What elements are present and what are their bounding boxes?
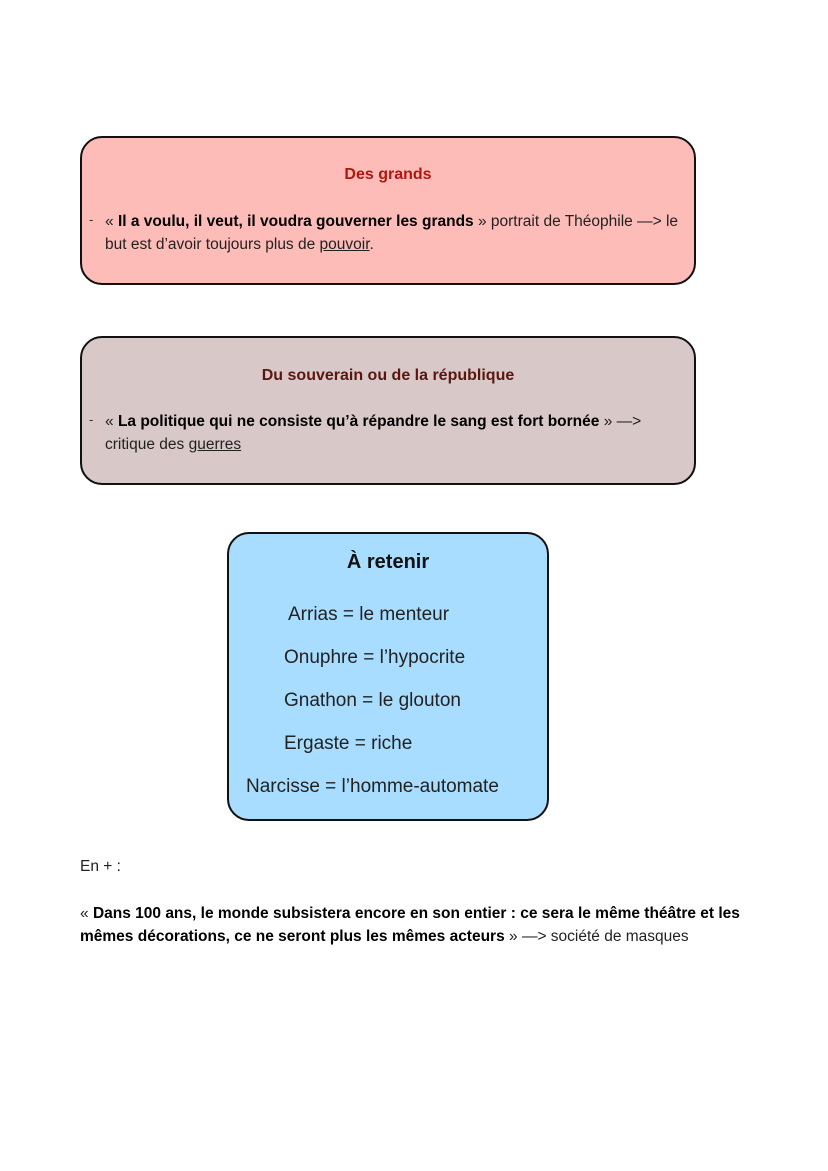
keyword-underlined: guerres	[188, 436, 242, 453]
quote-text: Il a voulu, il veut, il voudra gouverner les grands	[117, 213, 474, 230]
quote-commentary: » —> société de masques	[504, 928, 689, 945]
en-plus-label: En + :	[80, 858, 121, 875]
quote-commentary: » —> critique des	[105, 413, 642, 453]
bullet-text	[105, 210, 684, 256]
quote-text: Dans 100 ans, le monde subsistera encore en son entier : ce sera le même théâtre et les mêmes décorations, ce ne seront plus les mêmes acteurs	[80, 905, 740, 945]
section-du-souverain	[80, 336, 696, 485]
retain-item: Onuphre = l’hypocrite	[284, 647, 466, 668]
dash-bullet-icon: -	[89, 412, 94, 427]
section-title: À retenir	[346, 551, 430, 573]
bullet-text	[105, 410, 684, 456]
section-a-retenir	[227, 532, 549, 821]
open-quote: «	[105, 413, 118, 430]
section-title: Du souverain ou de la république	[261, 367, 515, 384]
retain-item: Ergaste = riche	[284, 733, 413, 754]
keyword-underlined: pouvoir	[319, 236, 370, 253]
end-punctuation: .	[369, 236, 374, 253]
bullet-item	[89, 210, 684, 256]
quote-text: La politique qui ne consiste qu’à répandre le sang est fort bornée	[117, 413, 600, 430]
quote-commentary: » portrait de Théophile —> le but est d’avoir toujours plus de	[105, 213, 679, 253]
open-quote: «	[105, 213, 118, 230]
section-des-grands	[80, 136, 696, 285]
open-quote: «	[80, 905, 93, 922]
final-quote-paragraph	[80, 902, 760, 948]
retain-item: Arrias = le menteur	[288, 604, 450, 625]
dash-bullet-icon: -	[89, 212, 94, 227]
bullet-item	[89, 410, 684, 456]
retain-item: Narcisse = l’homme-automate	[246, 776, 499, 797]
section-title: Des grands	[344, 166, 432, 183]
retain-item: Gnathon = le glouton	[284, 690, 461, 711]
